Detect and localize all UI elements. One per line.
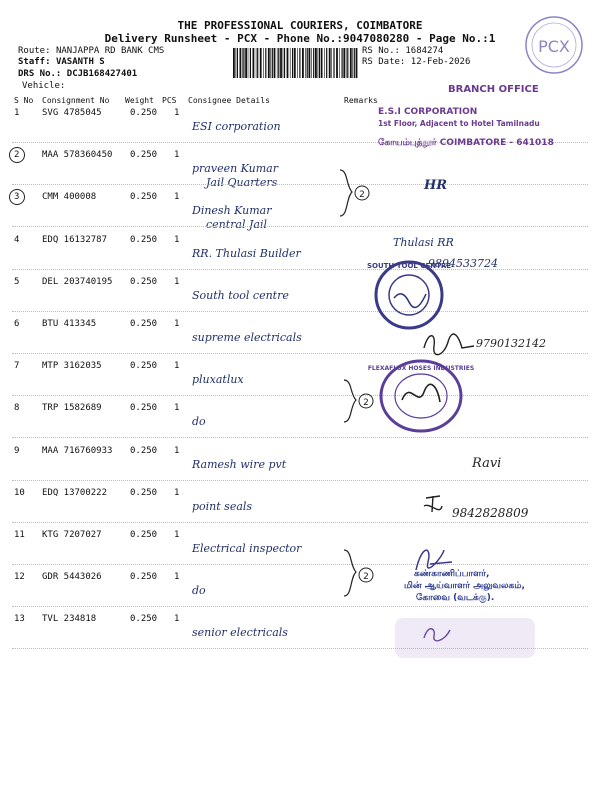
row-weight: 0.250 bbox=[130, 403, 158, 413]
barcode-bar bbox=[302, 48, 304, 78]
col-consignment: Consignment No bbox=[42, 96, 110, 105]
consignee-line-2: Jail Quarters bbox=[206, 176, 278, 189]
drs-label: DRS No.: bbox=[18, 69, 62, 79]
row-weight: 0.250 bbox=[130, 488, 158, 498]
pcx-seal-text: PCX bbox=[538, 37, 570, 56]
faint-stamp bbox=[395, 618, 535, 658]
consignee-line: Dinesh Kumar bbox=[192, 204, 272, 217]
row-pcs: 1 bbox=[174, 488, 180, 498]
row-sno: 13 bbox=[14, 614, 25, 624]
row-pcs: 1 bbox=[174, 235, 180, 245]
barcode-bar bbox=[278, 48, 279, 78]
row-consignee-handwritten bbox=[192, 458, 286, 472]
route-value: NANJAPPA RD BANK CMS bbox=[55, 46, 165, 56]
barcode-bar bbox=[257, 48, 258, 78]
tamil-stamp-line2: மின் ஆய்வாளர் அலுவலகம், bbox=[404, 581, 525, 591]
barcode-bar bbox=[236, 48, 237, 78]
consignee-line: supreme electricals bbox=[192, 331, 302, 344]
row-consignee-handwritten bbox=[192, 162, 278, 190]
row-divider bbox=[12, 437, 588, 438]
barcode-bar bbox=[263, 48, 264, 78]
consignee-line: South tool centre bbox=[192, 289, 289, 302]
barcode-bar bbox=[319, 48, 320, 78]
barcode-bar bbox=[284, 48, 285, 78]
row-divider bbox=[12, 522, 588, 523]
row-consignment-no: CMM 400008 bbox=[42, 192, 97, 202]
supreme-signature bbox=[418, 326, 478, 362]
barcode-bar bbox=[268, 48, 270, 78]
row-pcs: 1 bbox=[174, 361, 180, 371]
barcode-bar bbox=[270, 48, 271, 78]
row-sno: 10 bbox=[14, 488, 25, 498]
rs-no-label: RS No.: bbox=[362, 46, 400, 56]
row-consignment-no: BTU 413345 bbox=[42, 319, 97, 329]
row-pcs: 1 bbox=[174, 108, 180, 118]
barcode-bar bbox=[315, 48, 317, 78]
bracket-mark-3: 2 bbox=[363, 572, 369, 582]
row-pcs: 1 bbox=[174, 319, 180, 329]
row-weight: 0.250 bbox=[130, 235, 158, 245]
rs-date-value: 12-Feb-2026 bbox=[410, 57, 471, 67]
row-consignee-handwritten bbox=[192, 500, 252, 514]
row-divider bbox=[12, 395, 588, 396]
row-consignee-handwritten bbox=[192, 584, 206, 598]
row-consignee-handwritten bbox=[192, 247, 301, 261]
barcode-bar bbox=[356, 48, 358, 78]
barcode-bar bbox=[292, 48, 293, 78]
row-consignment-no: MAA 578360450 bbox=[42, 150, 113, 160]
barcode-bar bbox=[243, 48, 244, 78]
barcode-bar bbox=[250, 48, 251, 78]
col-remarks: Remarks bbox=[344, 96, 378, 105]
point-seals-phone: 9842828809 bbox=[452, 506, 529, 520]
point-seals-signature bbox=[420, 492, 446, 518]
row-weight: 0.250 bbox=[130, 614, 158, 624]
consignee-line: senior electricals bbox=[192, 626, 288, 639]
barcode-bar bbox=[346, 48, 347, 78]
tamil-stamp-line3: கோவை (வடக்கு). bbox=[416, 593, 495, 603]
row-sno: 11 bbox=[14, 530, 25, 540]
rs-no-line bbox=[362, 46, 443, 56]
barcode-bar bbox=[333, 48, 334, 78]
row-weight: 0.250 bbox=[130, 108, 158, 118]
barcode-bar bbox=[265, 48, 266, 78]
drs-value: DCJB168427401 bbox=[66, 69, 138, 79]
runsheet-subtitle: Delivery Runsheet - PCX - Phone No.:9047080280 - Page No.:1 bbox=[104, 32, 496, 45]
esi-branch-stamp bbox=[378, 84, 554, 149]
barcode-bar bbox=[297, 48, 298, 78]
barcode-bar bbox=[290, 48, 291, 78]
barcode-bar bbox=[354, 48, 355, 78]
row-consignee-handwritten bbox=[192, 331, 302, 345]
barcode-bar bbox=[305, 48, 306, 78]
south-tool-stamp-text: SOUTH TOOL CENTRE bbox=[366, 262, 452, 270]
row-sno: 1 bbox=[14, 108, 20, 118]
barcode-bar bbox=[321, 48, 323, 78]
row-weight: 0.250 bbox=[130, 446, 158, 456]
barcode-bar bbox=[299, 48, 300, 78]
barcode-bar bbox=[287, 48, 289, 78]
row-sno: 8 bbox=[14, 403, 20, 413]
barcode-bar bbox=[245, 48, 247, 78]
row-consignment-no: TVL 234818 bbox=[42, 614, 97, 624]
ramesh-signature: Ravi bbox=[472, 456, 502, 471]
sno-circle-mark bbox=[9, 147, 25, 163]
barcode-bar bbox=[274, 48, 276, 78]
thulasi-note: Thulasi RR bbox=[393, 236, 454, 249]
barcode-bar bbox=[280, 48, 282, 78]
row-divider bbox=[12, 269, 588, 270]
row-consignment-no: MAA 716760933 bbox=[42, 446, 113, 456]
bracket-rows-7-8 bbox=[340, 376, 380, 428]
staff-line bbox=[18, 57, 105, 67]
bracket-rows-11-12 bbox=[340, 546, 380, 602]
route-line bbox=[18, 46, 164, 56]
consignee-line: praveen Kumar bbox=[192, 162, 278, 175]
row-divider bbox=[12, 226, 588, 227]
row-divider bbox=[12, 564, 588, 565]
barcode-bar bbox=[240, 48, 242, 78]
row-sno: 5 bbox=[14, 277, 20, 287]
barcode-bar bbox=[253, 48, 255, 78]
barcode-bar bbox=[256, 48, 257, 78]
row-weight: 0.250 bbox=[130, 530, 158, 540]
row-pcs: 1 bbox=[174, 192, 180, 202]
esi-stamp-line1: BRANCH OFFICE bbox=[448, 84, 539, 95]
row-consignee-handwritten bbox=[192, 373, 244, 387]
row-consignee-handwritten bbox=[192, 289, 289, 303]
row-weight: 0.250 bbox=[130, 361, 158, 371]
barcode-bar bbox=[339, 48, 340, 78]
row-weight: 0.250 bbox=[130, 150, 158, 160]
row-consignee-handwritten bbox=[192, 542, 301, 556]
barcode-bar bbox=[318, 48, 319, 78]
staff-value: VASANTH S bbox=[55, 57, 105, 67]
row-consignment-no: KTG 7207027 bbox=[42, 530, 102, 540]
barcode-bar bbox=[313, 48, 314, 78]
consignee-line: Electrical inspector bbox=[192, 542, 302, 555]
row-divider bbox=[12, 311, 588, 312]
barcode-bar bbox=[324, 48, 325, 78]
col-weight: Weight bbox=[125, 96, 154, 105]
row-consignment-no: TRP 1582689 bbox=[42, 403, 102, 413]
row-consignment-no: GDR 5443026 bbox=[42, 572, 102, 582]
esi-stamp-line4: COIMBATORE - 641018 bbox=[439, 138, 554, 148]
staff-label: Staff: bbox=[18, 57, 51, 67]
row-sno: 9 bbox=[14, 446, 20, 456]
flexaflux-stamp-text: FLEXAFLUX HOSES INDUSTRIES bbox=[367, 365, 475, 372]
row-consignment-no: MTP 3162035 bbox=[42, 361, 102, 371]
consignee-line: pluxatlux bbox=[192, 373, 244, 386]
row-divider bbox=[12, 606, 588, 607]
row-sno: 6 bbox=[14, 319, 20, 329]
barcode-bar bbox=[329, 48, 331, 78]
row-consignee-handwritten bbox=[192, 626, 288, 640]
row-pcs: 1 bbox=[174, 530, 180, 540]
row-sno: 4 bbox=[14, 235, 20, 245]
barcode-image bbox=[233, 48, 358, 78]
flexaflux-stamp bbox=[367, 358, 475, 434]
row-weight: 0.250 bbox=[130, 572, 158, 582]
barcode-bar bbox=[331, 48, 332, 78]
barcode-bar bbox=[294, 48, 296, 78]
pcx-seal-stamp bbox=[523, 14, 585, 76]
row-sno: 7 bbox=[14, 361, 20, 371]
row-consignment-no: EDQ 13700222 bbox=[42, 488, 108, 498]
row-weight: 0.250 bbox=[130, 192, 158, 202]
col-pcs: PCS bbox=[162, 96, 177, 105]
row-pcs: 1 bbox=[174, 150, 180, 160]
tamil-office-stamp bbox=[404, 568, 525, 604]
consignee-line: do bbox=[192, 584, 206, 597]
barcode-bar bbox=[336, 48, 338, 78]
consignee-line: Ramesh wire pvt bbox=[192, 458, 287, 471]
barcode-bar bbox=[347, 48, 348, 78]
barcode-bar bbox=[350, 48, 352, 78]
row-consignment-no: SVG 4785045 bbox=[42, 108, 102, 118]
barcode-bar bbox=[242, 48, 243, 78]
barcode-bar bbox=[233, 48, 235, 78]
consignee-line: do bbox=[192, 415, 206, 428]
sno-circle-mark bbox=[9, 189, 25, 205]
row-sno: 12 bbox=[14, 572, 25, 582]
row-weight: 0.250 bbox=[130, 319, 158, 329]
bracket-mark-2: 2 bbox=[363, 398, 369, 408]
rs-no-value: 1684274 bbox=[405, 46, 444, 56]
barcode-bar bbox=[283, 48, 284, 78]
barcode-bar bbox=[311, 48, 312, 78]
row-divider bbox=[12, 184, 588, 185]
barcode-bar bbox=[352, 48, 353, 78]
barcode-bar bbox=[277, 48, 278, 78]
consignee-line: RR. Thulasi Builder bbox=[192, 247, 301, 260]
senior-electricals-signature bbox=[418, 618, 458, 648]
barcode-bar bbox=[343, 48, 345, 78]
row-divider bbox=[12, 353, 588, 354]
row-pcs: 1 bbox=[174, 403, 180, 413]
bracket-rows-2-3 bbox=[334, 166, 374, 222]
barcode-bar bbox=[237, 48, 238, 78]
esi-stamp-line3: 1st Floor, Adjacent to Hotel Tamilnadu bbox=[378, 119, 540, 128]
row-consignee-handwritten bbox=[192, 415, 206, 429]
row-consignee-handwritten bbox=[192, 204, 271, 232]
row-sno: 2 bbox=[14, 150, 20, 160]
row-pcs: 1 bbox=[174, 614, 180, 624]
consignee-line: ESI corporation bbox=[192, 120, 281, 133]
row-consignment-no: EDQ 16132787 bbox=[42, 235, 108, 245]
route-label: Route: bbox=[18, 46, 51, 56]
company-title: THE PROFESSIONAL COURIERS, COIMBATORE bbox=[177, 19, 423, 32]
barcode-bar bbox=[272, 48, 273, 78]
row-weight: 0.250 bbox=[130, 277, 158, 287]
rs-date-label: RS Date: bbox=[362, 57, 406, 67]
barcode-bar bbox=[309, 48, 311, 78]
thulasi-phone: 9894533724 bbox=[428, 257, 498, 270]
consignee-line-2: central Jail bbox=[206, 218, 268, 231]
esi-stamp-tamil: கோயம்புத்தூர் bbox=[378, 138, 437, 148]
esi-stamp-line2: E.S.I CORPORATION bbox=[378, 107, 478, 117]
drs-line bbox=[18, 69, 137, 79]
rs-date-line bbox=[362, 57, 470, 67]
vehicle-label: Vehicle: bbox=[22, 81, 66, 91]
row-consignment-no: DEL 203740195 bbox=[42, 277, 113, 287]
row-consignee-handwritten bbox=[192, 120, 281, 134]
tamil-stamp-line1: கண்காணிப்பாளர், bbox=[414, 569, 490, 579]
barcode-bar bbox=[260, 48, 262, 78]
barcode-bar bbox=[326, 48, 327, 78]
row-pcs: 1 bbox=[174, 572, 180, 582]
consignee-line: point seals bbox=[192, 500, 253, 513]
row-pcs: 1 bbox=[174, 277, 180, 287]
row-divider bbox=[12, 480, 588, 481]
supreme-phone: 9790132142 bbox=[476, 337, 546, 350]
jail-initials-signature: HR bbox=[424, 178, 448, 193]
bracket-mark-1: 2 bbox=[359, 190, 365, 200]
barcode-bar bbox=[342, 48, 343, 78]
barcode-bar bbox=[248, 48, 249, 78]
row-pcs: 1 bbox=[174, 446, 180, 456]
south-tool-stamp bbox=[366, 258, 452, 332]
row-sno: 3 bbox=[14, 192, 20, 202]
barcode-bar bbox=[307, 48, 308, 78]
col-sno: S No bbox=[14, 96, 34, 105]
col-consignee: Consignee Details bbox=[188, 96, 270, 105]
